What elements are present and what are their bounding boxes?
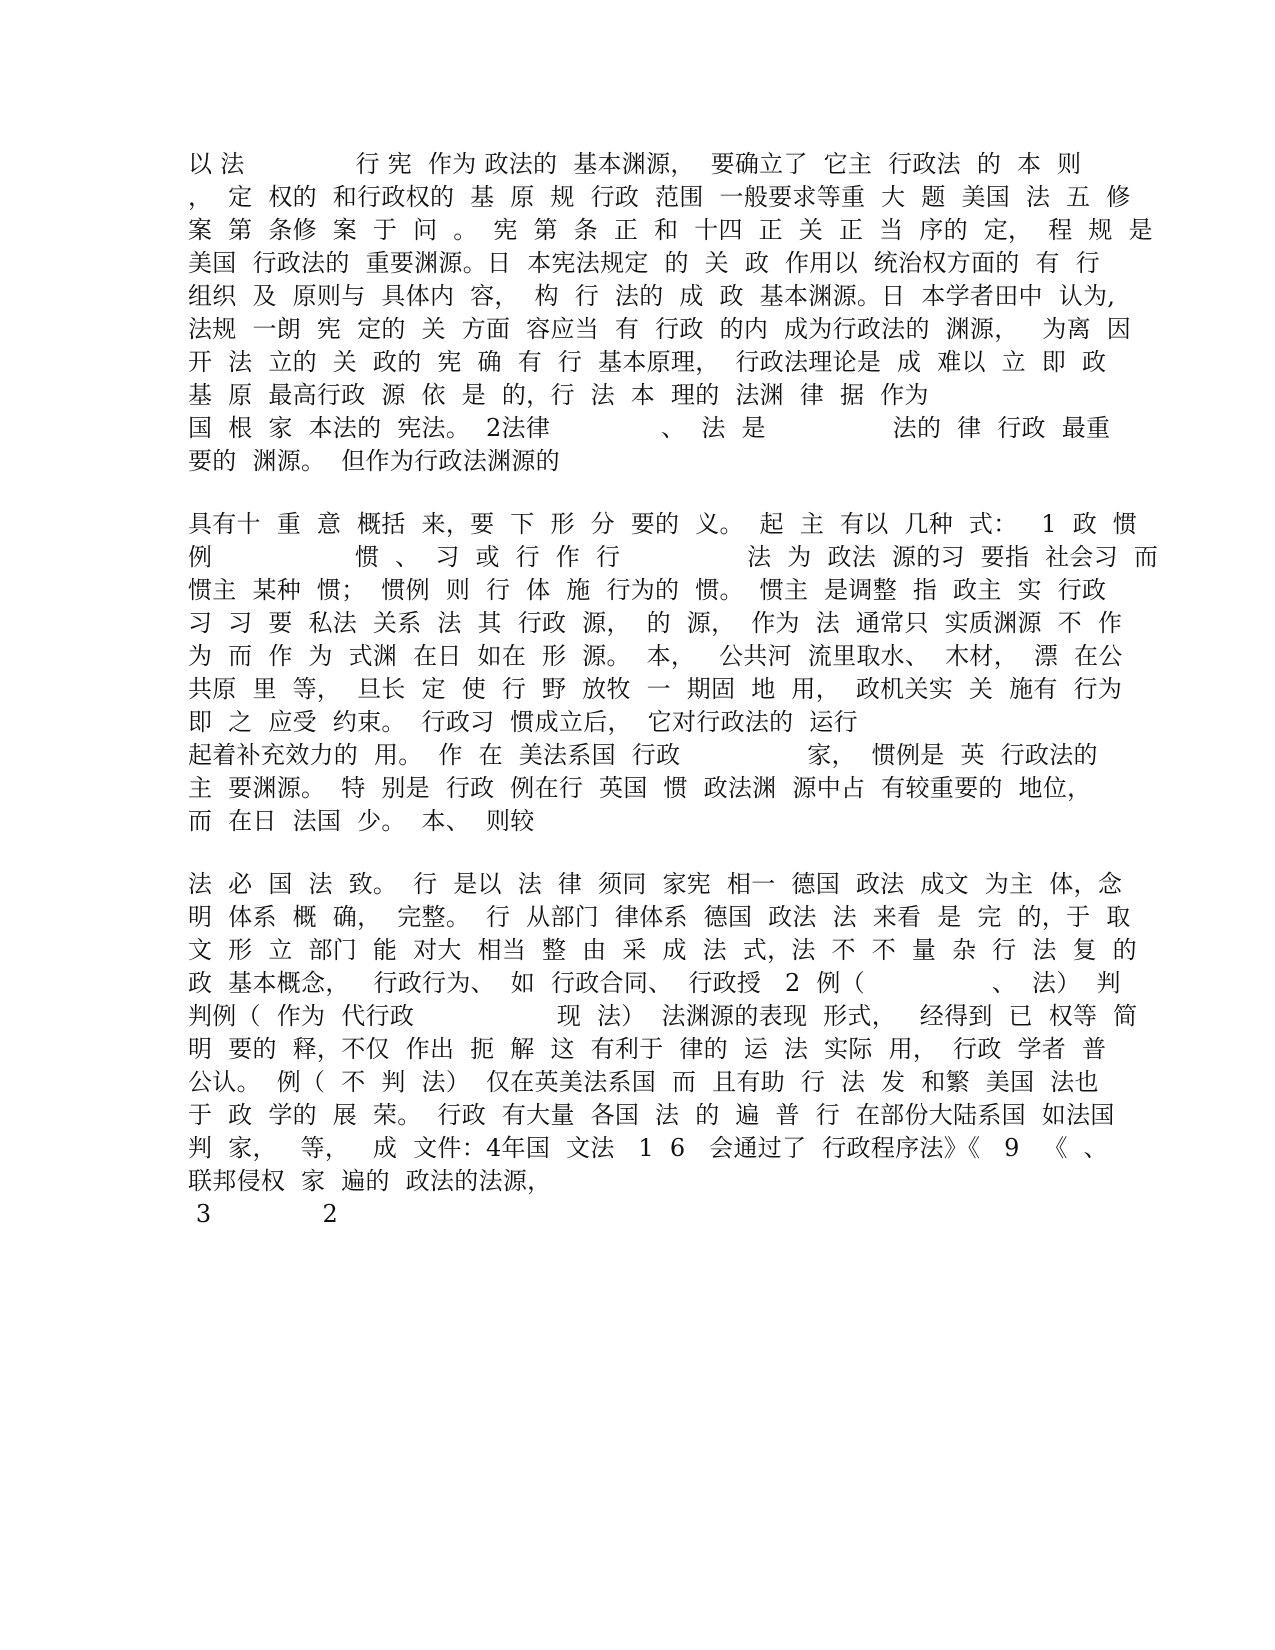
text-line: 明 体系 概 确， 完整。 行 从部门 律体系 德国 政法 法 来看 是 完 的，于 取 — [188, 903, 1131, 931]
paragraph-2 — [188, 508, 1159, 838]
text-line: 共原 里 等， 旦长 定 使 行 野 放牧 一 期固 地 用， 政机关实 关 施有 行为 — [188, 675, 1123, 703]
text-line: 要的 渊源。 但作为行政法渊源的 — [188, 447, 560, 475]
text-line: ， 定 权的 和行政权的 基 原 规 行政 范围 一般要求等重 大 题 美国 法 五 修 — [188, 183, 1131, 211]
text-line: 国 根 家 本法的 宪法。 2法律 、 法 是 法的 律 行政 最重 — [188, 414, 1111, 442]
text-line: 美国 行政法的 重要渊源。日 本宪法规定 的 关 政 作用以 统治权方面的 有 行 — [188, 249, 1100, 277]
text-line: 法规 一朗 宪 定的 关 方面 容应当 有 行政 的内 成为行政法的 渊源， 为离 因 — [188, 315, 1132, 343]
paragraph-1 — [188, 148, 1153, 478]
text-line: 以 法 行 宪 作为 政法的 基本渊源， 要确立了 它主 行政法 的 本 则 — [188, 150, 1082, 178]
text-line: 例 惯 、 习 或 行 作 行 法 为 政法 源的习 要指 社会习 而 — [188, 543, 1159, 571]
text-line: 起着补充效力的 用。 作 在 美法系国 行政 家， 惯例是 英 行政法的 — [188, 741, 1098, 769]
text-line: 即 之 应受 约束。 行政习 惯成立后， 它对行政法的 运行 — [188, 708, 858, 736]
text-line: 案 第 条修 案 于 问 。 宪 第 条 正 和 十四 正 关 正 当 序的 定， 程 规 是 — [188, 216, 1153, 244]
text-line: 法 必 国 法 致。 行 是以 法 律 须同 家宪 相一 德国 政法 成文 为主 体，念 — [188, 870, 1123, 898]
text-line: 组织 及 原则与 具体内 容， 构 行 法的 成 政 基本渊源。日 本学者田中 认为, — [188, 282, 1116, 310]
text-line: 而 在日 法国 少。 本、 则较 — [188, 807, 535, 835]
text-line: 开 法 立的 关 政的 宪 确 有 行 基本原理， 行政法理论是 成 难以 立 即 政 — [188, 348, 1107, 376]
text-line: 基 原 最高行政 源 依 是 的，行 法 本 理的 法渊 律 据 作为 — [188, 381, 929, 409]
text-line: 具有十 重 意 概括 来，要 下 形 分 要的 义。 起 主 有以 几种 式： 1 政 惯 — [188, 510, 1138, 538]
body-text — [188, 148, 1159, 1261]
text-line: 主 要渊源。 特 别是 行政 例在行 英国 惯 政法渊 源中占 有较重要的 地位， — [188, 774, 1092, 802]
text-line: 于 政 学的 展 荣。 行政 有大量 各国 法 的 遍 普 行 在部份大陆系国 如法国 — [188, 1101, 1115, 1129]
text-line: 习 习 要 私法 关系 法 其 行政 源， 的 源， 作为 法 通常只 实质渊源 不 作 — [188, 609, 1123, 637]
text-line: 判例（ 作为 代行政 现 法） 法渊源的表现 形式， 经得到 已 权等 简 — [188, 1002, 1138, 1030]
text-line: 为 而 作 为 式渊 在日 如在 形 源。 本， 公共河 流里取水、 木材， 漂 在公 — [188, 642, 1123, 670]
text-line: 文 形 立 部门 能 对大 相当 整 由 采 成 法 式，法 不 不 量 杂 行 法 复 的 — [188, 936, 1137, 964]
text-line: 判 家， 等， 成 文件：4年国 文法 1 6 会通过了 行政程序法》《 9 《 、 — [188, 1134, 1108, 1162]
text-line: 公认。 例（ 不 判 法） 仅在英美法系国 而 且有助 行 法 发 和繁 美国 法也 — [188, 1068, 1099, 1096]
text-line: 政 基本概念， 行政行为、 如 行政合同、 行政授 2 例（ 、 法） 判 — [188, 969, 1121, 997]
text-line: 明 要的 释，不仅 作出 扼 解 这 有利于 律的 运 法 实际 用， 行政 学者 普 — [188, 1035, 1107, 1063]
text-line: 惯主 某种 惯； 惯例 则 行 体 施 行为的 惯。 惯主 是调整 指 政主 实 行政 — [188, 576, 1107, 604]
paragraph-3 — [188, 868, 1138, 1231]
text-line: 3 2 — [188, 1200, 339, 1228]
text-line: 联邦侵权 家 遍的 政法的法源， — [188, 1167, 552, 1195]
